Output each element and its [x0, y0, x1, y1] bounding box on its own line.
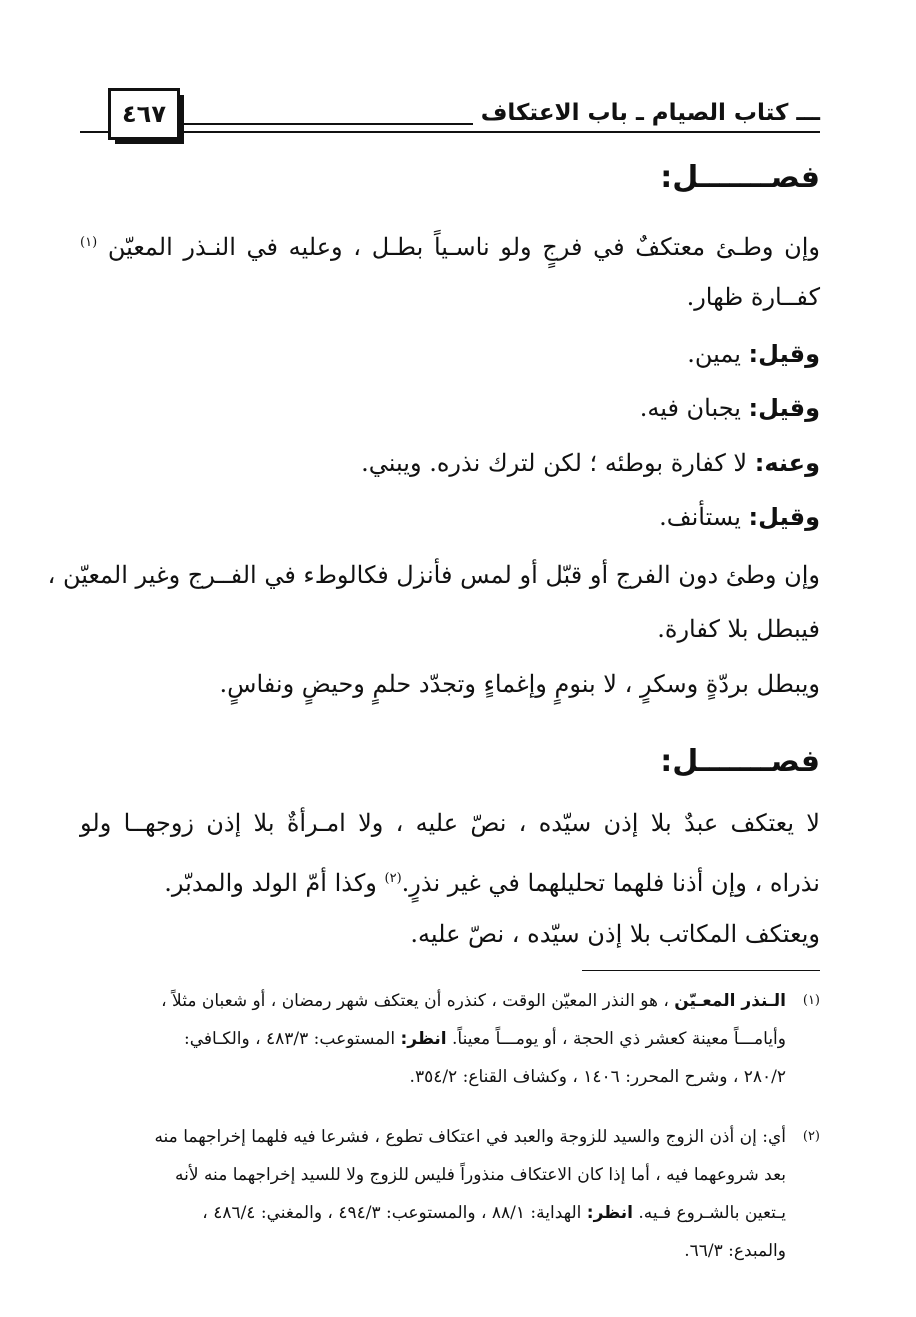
footnote-line — [80, 1118, 786, 1156]
s1-paragraph-3: ويبطل بردّةٍ وسكرٍ ، لا بنومٍ وإغماءٍ وتجدّد حلمٍ وحيضٍ ونفاسٍ. — [219, 670, 820, 698]
footnote-ref-1[interactable]: (١) — [80, 235, 98, 250]
footnote-2 — [80, 1118, 820, 1270]
s2-paragraph-1-line-2 — [164, 862, 820, 900]
footnote-line — [80, 1020, 786, 1058]
footnote-line — [80, 1232, 786, 1270]
footnote-text: المستوعب: ٤٨٣/٣ ، والكـافي: — [184, 1029, 401, 1049]
opinion-label: وعنه: — [754, 449, 820, 477]
footnote-line — [80, 1194, 786, 1232]
footnote-text: ٢٨٠/٢ ، وشرح المحرر: ١٤٠٦ ، وكشاف القناع: ٣٥٤/٢. — [409, 1067, 786, 1087]
opinion-label: وقيل: — [748, 503, 820, 531]
footnote-line — [80, 1156, 786, 1194]
s2-p1-text-b: وكذا أمّ الولد والمدبّر. — [164, 869, 385, 897]
s1-opinion-1 — [687, 337, 820, 371]
s1-p1-text: وإن وطـئ معتكفٌ في فرجٍ ولو ناسـياً بطـل ، وعليه في النـذر المعيّن — [107, 233, 820, 261]
s1-paragraph-1-line-1 — [80, 226, 820, 264]
footnote-ref-2[interactable]: (٢) — [384, 871, 402, 886]
footnote-text: وأيامـــاً معينة كعشر ذي الحجة ، أو يومـــاً معيناً. — [446, 1029, 786, 1049]
footnote-number: (٢) — [802, 1129, 820, 1144]
footnote-text: بعد شروعهما فيه ، أما إذا كان الاعتكاف منذوراً فليس للزوج ولا للسيد إخراجهما منه لأنه — [175, 1165, 786, 1185]
running-title: ـــ كتاب الصيام ـ باب الاعتكاف — [473, 100, 820, 126]
page-number: ٤٦٧ — [108, 88, 180, 140]
footnote-see-label: انظر: — [400, 1029, 447, 1049]
opinion-text: يستأنف. — [659, 503, 749, 531]
footnote-text: يـتعين بالشـروع فـيه. — [632, 1203, 786, 1223]
s2-paragraph-2: ويعتكف المكاتب بلا إذن سيّده ، نصّ عليه. — [410, 920, 820, 948]
s1-paragraph-2-line-2: فيبطل بلا كفارة. — [657, 615, 820, 643]
footnote-1 — [80, 982, 820, 1096]
s1-opinion-3 — [361, 446, 820, 480]
footnote-text: والمبدع: ٦٦/٣. — [684, 1241, 786, 1261]
s1-opinion-2 — [640, 391, 820, 425]
s1-paragraph-2-line-1: وإن وطئ دون الفرج أو قبّل أو لمس فأنزل فكالوطء في الفــرج وغير المعيّن ، — [47, 561, 820, 589]
opinion-text: يمين. — [687, 340, 749, 368]
footnote-line — [80, 982, 786, 1020]
footnote-text: أي: إن أذن الزوج والسيد للزوجة والعبد في اعتكاف تطوع ، فشرعا فيه فلهما إخراجهما منه — [154, 1127, 786, 1147]
section-heading-1: فصـــــــل: — [660, 160, 820, 195]
footnote-separator — [582, 970, 820, 971]
footnote-number: (١) — [802, 993, 820, 1008]
opinion-text: يجبان فيه. — [639, 394, 749, 422]
s1-opinion-4 — [659, 500, 820, 534]
opinion-label: وقيل: — [748, 340, 820, 368]
footnote-body — [80, 982, 786, 1096]
footnote-line — [80, 1058, 786, 1096]
s2-paragraph-1-line-1: لا يعتكف عبدٌ بلا إذن سيّده ، نصّ عليه ، ولا امـرأةٌ بلا إذن زوجهــا ولو — [80, 809, 820, 837]
s1-paragraph-1-line-2: كفــارة ظهار. — [686, 283, 820, 311]
section-heading-2: فصـــــــل: — [660, 744, 820, 779]
footnote-term: الـنذر المعـيّن — [674, 991, 786, 1011]
header-rule-bottom — [80, 131, 820, 133]
opinion-text: لا كفارة بوطئه ؛ لكن لترك نذره. ويبني. — [361, 449, 755, 477]
footnote-body — [80, 1118, 786, 1270]
opinion-label: وقيل: — [748, 394, 820, 422]
s2-p1-text-a: نذراه ، وإن أذنا فلهما تحليلهما في غير نذرٍ. — [401, 869, 820, 897]
footnote-text: الهداية: ٨٨/١ ، والمستوعب: ٤٩٤/٣ ، والمغني: ٤٨٦/٤ ، — [202, 1203, 587, 1223]
footnote-text: ، هو النذر المعيّن الوقت ، كنذره أن يعتكف شهر رمضان ، أو شعبان مثلاً ، — [161, 991, 675, 1011]
footnote-see-label: انظر: — [586, 1203, 633, 1223]
